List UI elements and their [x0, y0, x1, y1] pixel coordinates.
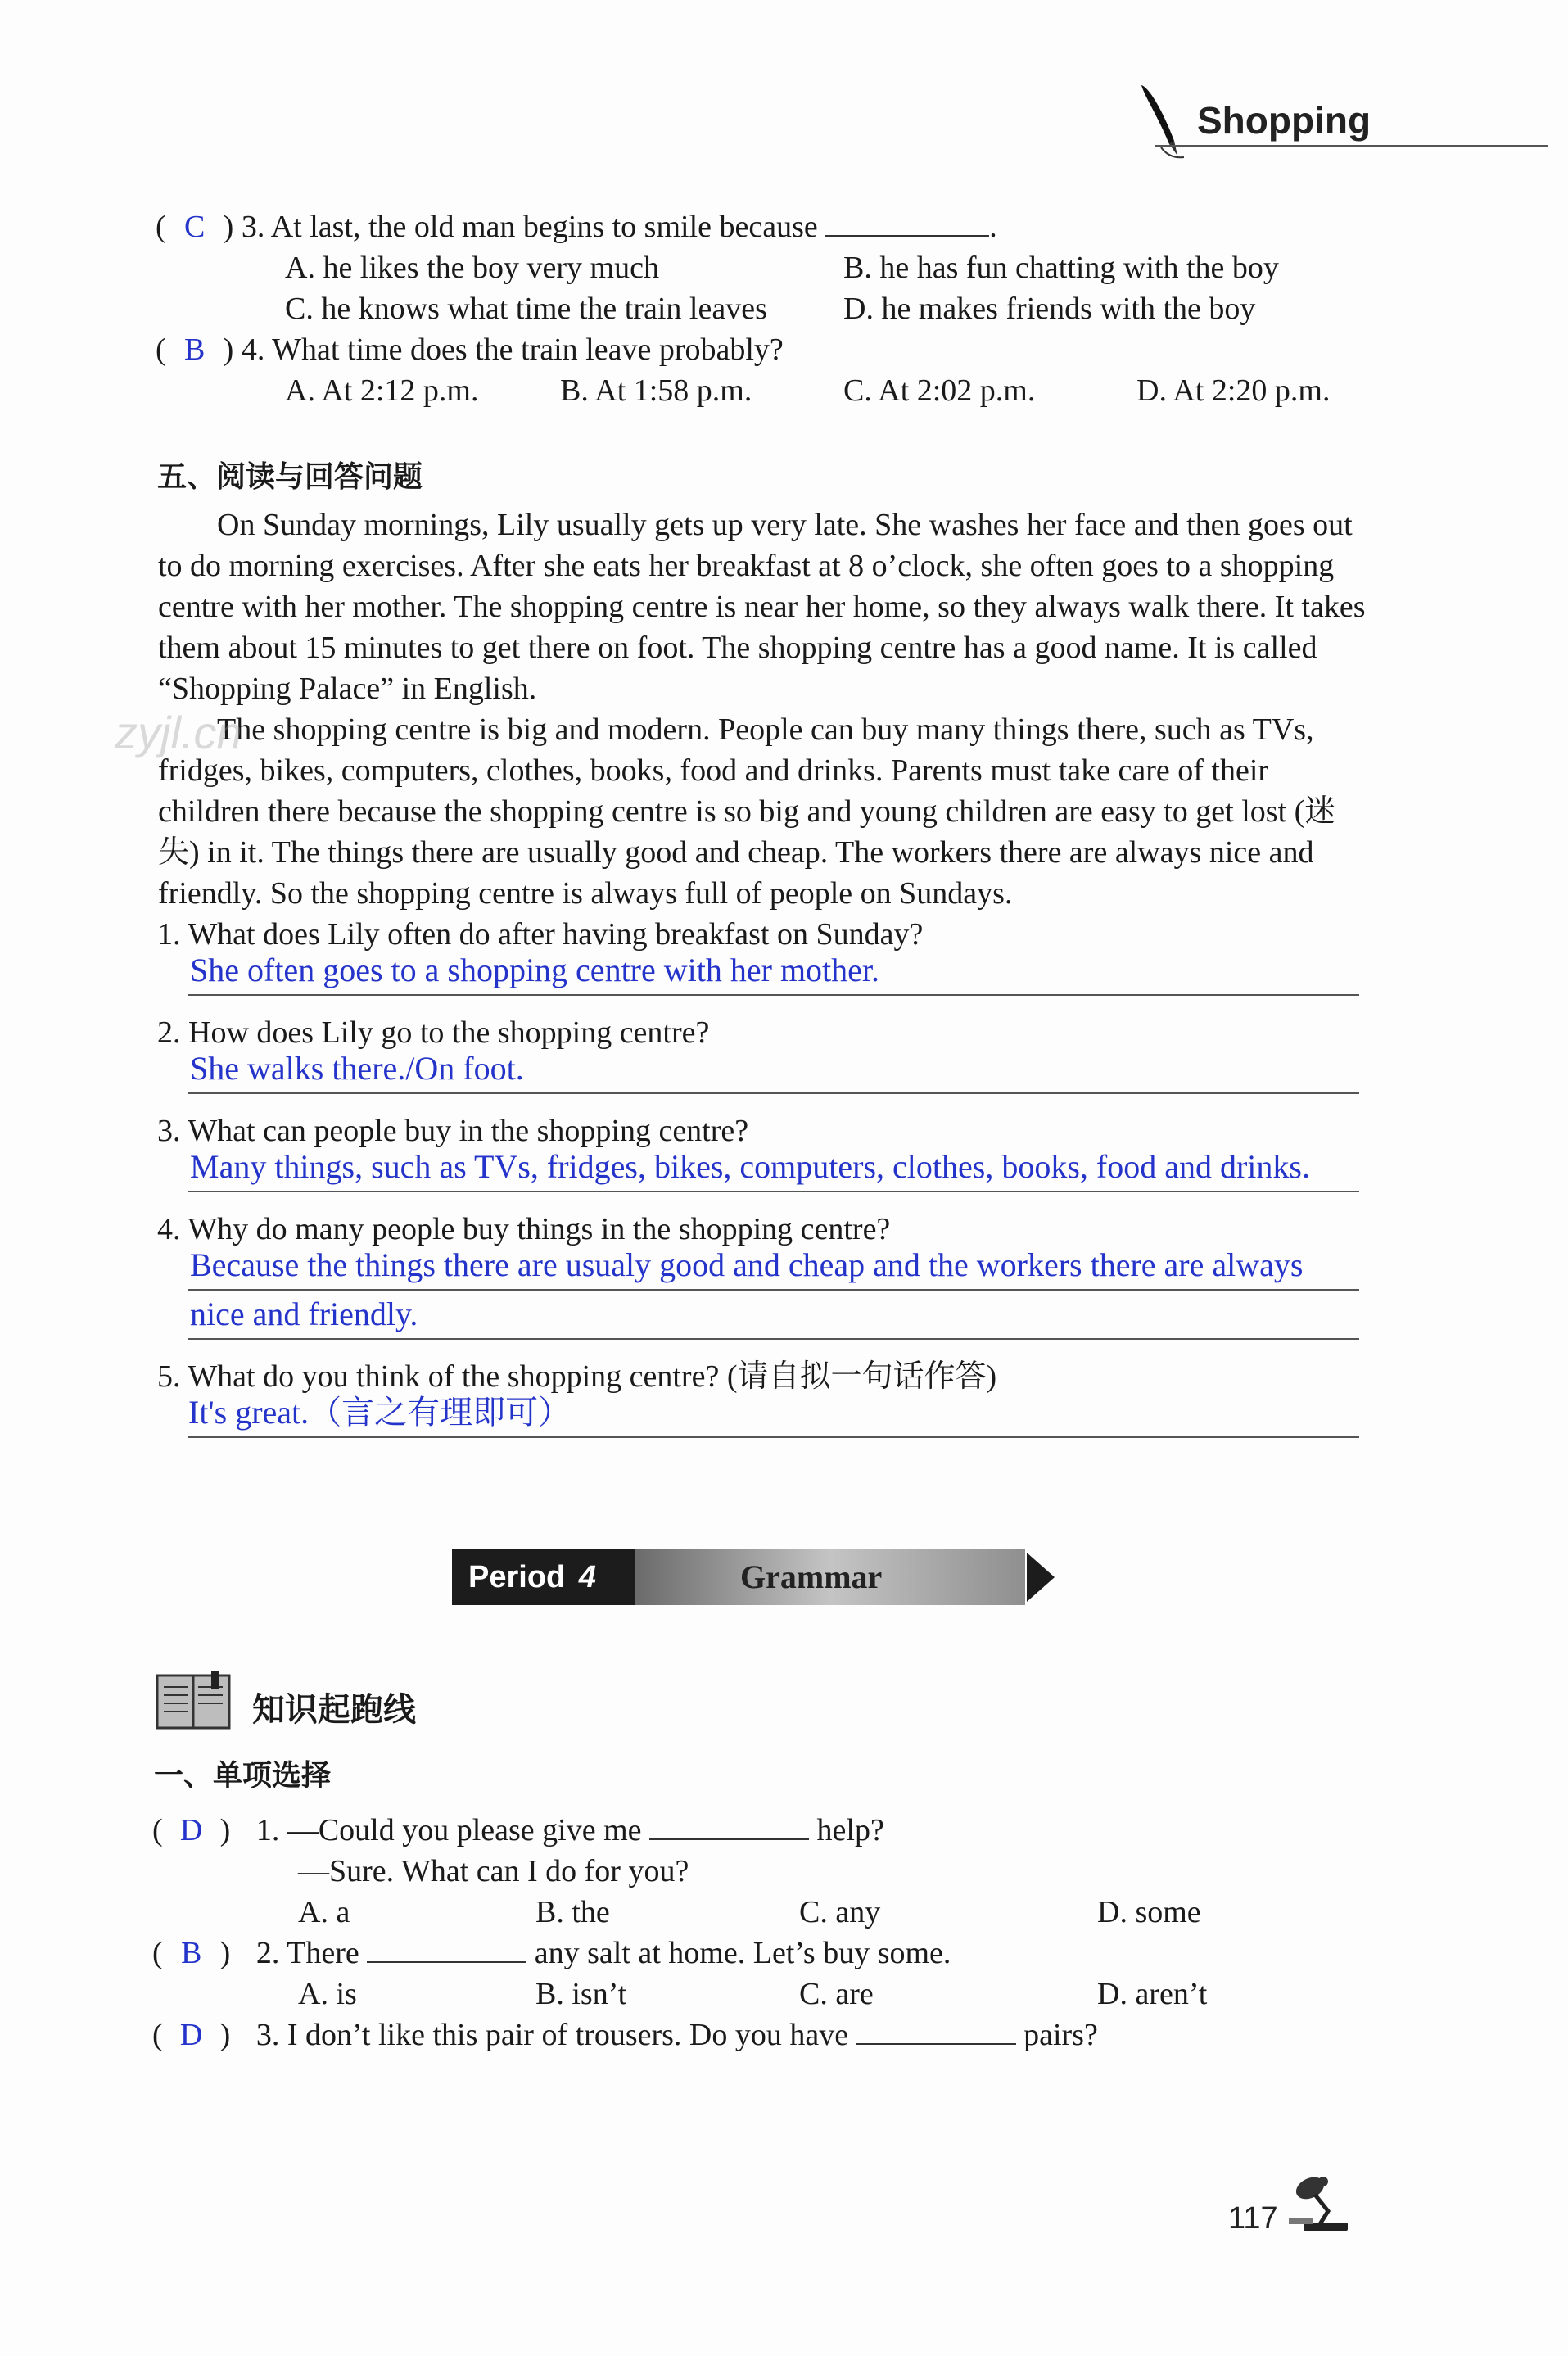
answer-text: Because the things there are usualy good and cheap and the workers there are always [190, 1246, 1304, 1283]
option: A. is [298, 1977, 357, 2011]
answer-line [188, 1436, 1359, 1438]
question: 4. Why do many people buy things in the shopping centre? [157, 1212, 891, 1246]
option: A. a [298, 1895, 350, 1929]
option: D. some [1097, 1895, 1201, 1929]
answer: D [179, 1813, 203, 1847]
option: B. he has fun chatting with the boy [843, 251, 1279, 285]
option: B. isn’t [535, 1977, 627, 2011]
answer-text: nice and friendly. [190, 1296, 418, 1332]
answer: D [179, 2018, 203, 2052]
mc-question: ( C ) 3. At last, the old man begins to smile because . [156, 206, 997, 247]
book-icon [154, 1671, 233, 1733]
question: 1. What does Lily often do after having breakfast on Sunday? [157, 917, 924, 952]
section-heading: 一、单项选择 [154, 1759, 332, 1793]
period-title: Grammar [740, 1558, 883, 1595]
answer-line [188, 1191, 1359, 1192]
page-number: 117 [1228, 2201, 1278, 2236]
option: A. At 2:12 p.m. [285, 373, 479, 408]
answer-line [188, 1092, 1359, 1094]
option: D. At 2:20 p.m. [1136, 373, 1331, 408]
answer-blank [825, 207, 989, 237]
option: C. he knows what time the train leaves [285, 292, 767, 326]
pen-icon [1136, 82, 1186, 162]
period-label: Period 4 [468, 1560, 596, 1594]
answer-line [188, 1289, 1359, 1291]
banner-arrow-icon [1020, 1549, 1058, 1605]
watermark: zyjl.cn [115, 707, 242, 758]
option: C. any [799, 1895, 881, 1929]
passage-paragraph: On Sunday mornings, Lily usually gets up very late. She washes her face and then goes out to do morning exercises. After she eats her breakfast at 8 o’clock, she often goes to a shopping centre with her mother. The shopping centre is near her home, so they always walk there. It takes them about 15 minutes to get there on foot. The shopping centre has a good name. It is called “Shopping Palace” in English. [158, 508, 1366, 706]
question: 2. How does Lily go to the shopping centre? [157, 1015, 710, 1050]
answer-blank [649, 1811, 809, 1840]
option: D. aren’t [1097, 1977, 1208, 2011]
passage-paragraph: The shopping centre is big and modern. People can buy many things there, such as TVs, fridges, bikes, computers, clothes, books, food and drinks. Parents must take care of their children there because the shopping centre is so big and young children are easy to get lost (迷失) in it. The things there are usually good and cheap. The workers there are always nice and friendly. So the shopping centre is always full of people on Sundays. [158, 712, 1336, 911]
option: D. he makes friends with the boy [843, 292, 1256, 326]
mc-question: ( D ) 3. I don’t like this pair of trousers. Do you have pairs? [152, 2015, 1098, 2055]
answer-blank [367, 1933, 526, 1963]
mc-question: ( B ) 2. There any salt at home. Let’s buy some. [152, 1933, 951, 1974]
option: B. At 1:58 p.m. [560, 373, 752, 408]
answer: B [183, 332, 206, 367]
section-heading: 五、阅读与回答问题 [157, 460, 423, 494]
answer: C [183, 210, 206, 244]
chapter-title: Shopping [1197, 99, 1371, 142]
question: 3. What can people buy in the shopping centre? [157, 1114, 749, 1148]
answer-line [188, 994, 1359, 996]
option: B. the [535, 1895, 610, 1929]
answer-text: She often goes to a shopping centre with her mother. [190, 952, 880, 988]
desk-lamp-icon [1282, 2170, 1353, 2236]
period-banner [452, 1549, 1058, 1605]
reading-passage [158, 504, 1370, 914]
answer-line [188, 1338, 1359, 1340]
answer-text: Many things, such as TVs, fridges, bikes, computers, clothes, books, food and drinks. [190, 1148, 1310, 1185]
mc-question: ( B ) 4. What time does the train leave probably? [156, 329, 784, 370]
question: 5. What do you think of the shopping centre? (请自拟一句话作答) [157, 1359, 997, 1394]
option: A. he likes the boy very much [285, 251, 659, 285]
answer-text: She walks there./On foot. [190, 1050, 524, 1087]
knowledge-title: 知识起跑线 [252, 1691, 416, 1729]
answer-text: It's great.（言之有理即可） [188, 1394, 572, 1431]
answer: B [180, 1936, 202, 1970]
question-line: —Sure. What can I do for you? [298, 1854, 689, 1888]
option: C. At 2:02 p.m. [843, 373, 1036, 408]
option: C. are [799, 1977, 874, 2011]
answer-blank [856, 2015, 1016, 2045]
mc-question: ( D ) 1. —Could you please give me help? [152, 1810, 884, 1851]
header-rule [1155, 145, 1548, 147]
